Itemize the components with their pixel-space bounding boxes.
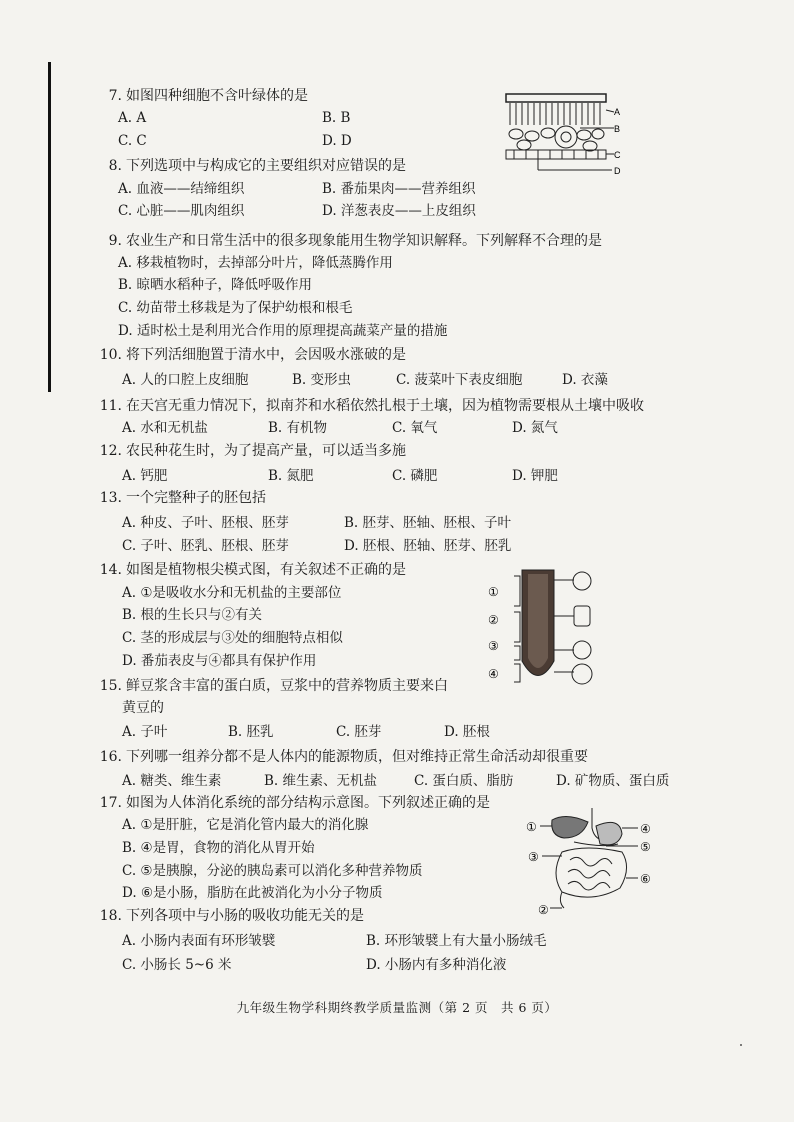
digest-label-6: ⑥ bbox=[640, 872, 651, 886]
q12-option-a: A. 钙肥 bbox=[122, 468, 168, 484]
question-number: 14. bbox=[99, 562, 122, 578]
q9-option-b: B. 晾晒水稻种子，降低呼吸作用 bbox=[118, 277, 313, 293]
q15-option-a: A. 子叶 bbox=[122, 724, 168, 740]
digest-label-3: ③ bbox=[528, 850, 539, 864]
q10-option-d: D. 衣藻 bbox=[562, 372, 608, 388]
question-14 bbox=[96, 560, 406, 580]
question-10 bbox=[96, 345, 406, 365]
q17-option-b: B. ④是胃，食物的消化从胃开始 bbox=[122, 840, 315, 856]
question-number: 16. bbox=[99, 749, 122, 765]
question-number: 8. bbox=[108, 158, 122, 174]
question-number: 10. bbox=[99, 347, 122, 363]
q9-option-c: C. 幼苗带土移栽是为了保护幼根和根毛 bbox=[118, 300, 353, 316]
question-13 bbox=[96, 488, 266, 508]
root-label-2: ② bbox=[488, 613, 499, 627]
q8-option-a: A. 血液——结缔组织 bbox=[118, 181, 245, 197]
q7-option-d: D. D bbox=[322, 133, 352, 149]
question-15 bbox=[96, 676, 448, 696]
q14-option-a: A. ①是吸收水分和无机盐的主要部位 bbox=[122, 585, 342, 601]
q12-option-c: C. 磷肥 bbox=[392, 468, 438, 484]
question-stem: 农业生产和日常生活中的很多现象能用生物学知识解释。下列解释不合理的是 bbox=[126, 233, 602, 249]
question-stem: 下列选项中与构成它的主要组织对应错误的是 bbox=[126, 158, 406, 174]
q15-stem-continued: 黄豆的 bbox=[122, 700, 164, 716]
root-tip-figure bbox=[482, 566, 602, 692]
leaf-label-c: C bbox=[614, 150, 621, 160]
question-number: 18. bbox=[99, 908, 122, 924]
q16-option-b: B. 维生素、无机盐 bbox=[264, 773, 378, 789]
q10-option-a: A. 人的口腔上皮细胞 bbox=[122, 372, 249, 388]
question-stem: 如图四种细胞不含叶绿体的是 bbox=[126, 88, 308, 104]
question-16 bbox=[96, 747, 588, 767]
question-number: 17. bbox=[99, 795, 122, 811]
q15-option-c: C. 胚芽 bbox=[336, 724, 382, 740]
q10-option-b: B. 变形虫 bbox=[292, 372, 352, 388]
root-label-3: ③ bbox=[488, 639, 499, 653]
leaf-label-a: A bbox=[614, 107, 621, 117]
q16-option-a: A. 糖类、维生素 bbox=[122, 773, 222, 789]
q18-option-c: C. 小肠长 5~6 米 bbox=[122, 957, 232, 973]
question-17 bbox=[96, 793, 490, 813]
leaf-label-b: B bbox=[614, 124, 621, 134]
leaf-label-d: D bbox=[614, 166, 621, 176]
q13-option-a: A. 种皮、子叶、胚根、胚芽 bbox=[122, 515, 289, 531]
question-stem: 如图是植物根尖模式图，有关叙述不正确的是 bbox=[126, 562, 406, 578]
question-stem: 将下列活细胞置于清水中，会因吸水涨破的是 bbox=[126, 347, 406, 363]
q11-option-c: C. 氧气 bbox=[392, 420, 438, 436]
question-stem: 一个完整种子的胚包括 bbox=[126, 490, 266, 506]
q14-option-b: B. 根的生长只与②有关 bbox=[122, 607, 263, 623]
question-number: 15. bbox=[99, 678, 122, 694]
digest-label-1: ① bbox=[526, 820, 537, 834]
question-number: 9. bbox=[108, 233, 122, 249]
q9-option-d: D. 适时松土是利用光合作用的原理提高蔬菜产量的措施 bbox=[118, 323, 448, 339]
q17-option-d: D. ⑥是小肠，脂肪在此被消化为小分子物质 bbox=[122, 885, 383, 901]
q16-option-c: C. 蛋白质、脂肪 bbox=[414, 773, 514, 789]
question-number: 13. bbox=[99, 490, 122, 506]
question-12 bbox=[96, 441, 406, 461]
question-18 bbox=[96, 906, 364, 926]
q10-option-c: C. 菠菜叶下表皮细胞 bbox=[396, 372, 523, 388]
root-label-1: ① bbox=[488, 585, 499, 599]
question-9 bbox=[96, 231, 602, 251]
question-11 bbox=[96, 396, 644, 416]
digest-label-5: ⑤ bbox=[640, 840, 651, 854]
q8-option-b: B. 番茄果肉——营养组织 bbox=[322, 181, 476, 197]
digestive-system-figure bbox=[522, 808, 672, 918]
page-footer: 九年级生物学科期终教学质量监测（第 2 页 共 6 页） bbox=[236, 1000, 558, 1015]
q7-option-b: B. B bbox=[322, 110, 351, 126]
q12-option-b: B. 氮肥 bbox=[268, 468, 314, 484]
question-number: 7. bbox=[108, 88, 122, 104]
q7-option-c: C. C bbox=[118, 133, 147, 149]
q15-option-b: B. 胚乳 bbox=[228, 724, 274, 740]
q11-option-a: A. 水和无机盐 bbox=[122, 420, 208, 436]
q15-option-d: D. 胚根 bbox=[444, 724, 490, 740]
q16-option-d: D. 矿物质、蛋白质 bbox=[556, 773, 670, 789]
question-stem: 下列哪一组养分都不是人体内的能源物质，但对维持正常生命活动却很重要 bbox=[126, 749, 588, 765]
q11-option-d: D. 氮气 bbox=[512, 420, 558, 436]
question-8 bbox=[96, 156, 406, 176]
q18-option-b: B. 环形皱襞上有大量小肠绒毛 bbox=[366, 933, 547, 949]
q13-option-c: C. 子叶、胚乳、胚根、胚芽 bbox=[122, 538, 289, 554]
question-stem: 如图为人体消化系统的部分结构示意图。下列叙述正确的是 bbox=[126, 795, 490, 811]
q18-option-a: A. 小肠内表面有环形皱襞 bbox=[122, 933, 276, 949]
question-7 bbox=[96, 86, 308, 106]
leaf-cross-section-figure bbox=[500, 90, 630, 180]
q17-option-a: A. ①是肝脏，它是消化管内最大的消化腺 bbox=[122, 817, 369, 833]
q14-option-d: D. 番茄表皮与④都具有保护作用 bbox=[122, 653, 317, 669]
root-label-4: ④ bbox=[488, 667, 499, 681]
digest-label-4: ④ bbox=[640, 822, 651, 836]
question-stem: 鲜豆浆含丰富的蛋白质，豆浆中的营养物质主要来白 bbox=[126, 678, 448, 694]
q14-option-c: C. 茎的形成层与③处的细胞特点相似 bbox=[122, 630, 343, 646]
q13-option-b: B. 胚芽、胚轴、胚根、子叶 bbox=[344, 515, 512, 531]
q18-option-d: D. 小肠内有多种消化液 bbox=[366, 957, 507, 973]
q17-option-c: C. ⑤是胰腺，分泌的胰岛素可以消化多种营养物质 bbox=[122, 863, 423, 879]
digest-label-2: ② bbox=[538, 903, 549, 917]
scan-speck bbox=[740, 1044, 742, 1046]
q8-option-d: D. 洋葱表皮——上皮组织 bbox=[322, 203, 476, 219]
question-number: 11. bbox=[99, 398, 122, 414]
q11-option-b: B. 有机物 bbox=[268, 420, 328, 436]
question-number: 12. bbox=[99, 443, 122, 459]
q9-option-a: A. 移栽植物时，去掉部分叶片，降低蒸腾作用 bbox=[118, 255, 393, 271]
q8-option-c: C. 心脏——肌肉组织 bbox=[118, 203, 245, 219]
question-stem: 在天宫无重力情况下，拟南芥和水稻依然扎根于土壤，因为植物需要根从土壤中吸收 bbox=[126, 398, 644, 414]
question-stem: 农民种花生时，为了提高产量，可以适当多施 bbox=[126, 443, 406, 459]
q12-option-d: D. 钾肥 bbox=[512, 468, 558, 484]
binding-margin-line bbox=[48, 62, 51, 392]
q7-option-a: A. A bbox=[118, 110, 147, 126]
q13-option-d: D. 胚根、胚轴、胚芽、胚乳 bbox=[344, 538, 512, 554]
question-stem: 下列各项中与小肠的吸收功能无关的是 bbox=[126, 908, 364, 924]
